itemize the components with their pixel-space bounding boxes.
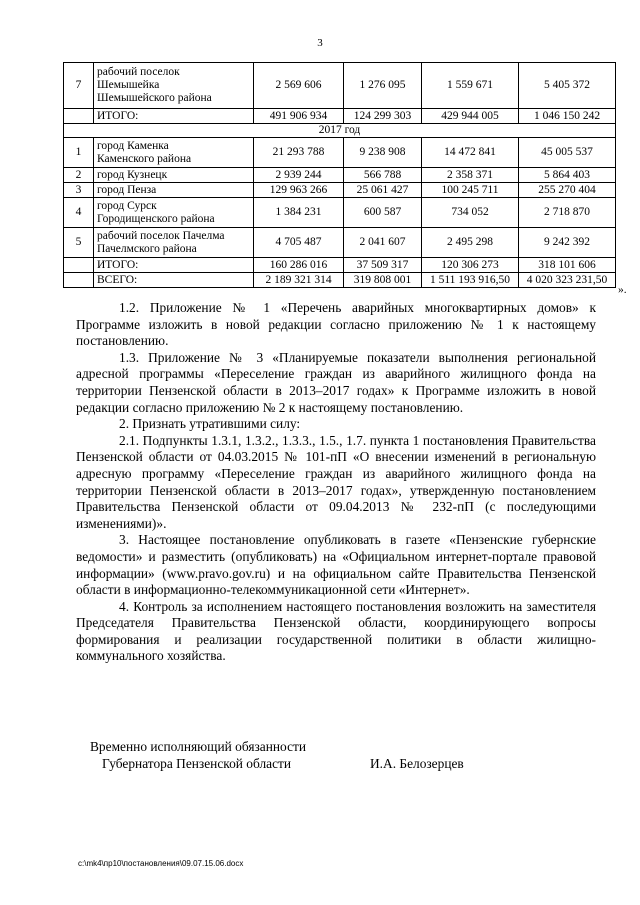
value-cell: 1 511 193 916,50 [422, 273, 519, 288]
municipality-name [94, 198, 254, 228]
name-line: Городищенского района [97, 212, 215, 225]
municipality-name: город Пенза [94, 183, 254, 198]
value-cell: 318 101 606 [519, 258, 616, 273]
name-line: Шемышейского района [97, 92, 212, 104]
table-row [64, 273, 616, 288]
municipality-name: ИТОГО: [94, 258, 254, 273]
row-number: 7 [64, 63, 94, 109]
table-row [64, 109, 616, 124]
signatory-name: И.А. Белозерцев [370, 756, 464, 771]
municipality-name: ВСЕГО: [94, 273, 254, 288]
row-number: 2 [64, 168, 94, 183]
value-cell: 2 569 606 [254, 63, 344, 109]
table-row [64, 183, 616, 198]
table-row [64, 258, 616, 273]
row-number: 5 [64, 228, 94, 258]
paragraph: 2.1. Подпункты 1.3.1, 1.3.2., 1.3.3., 1.5., 1.7. пункта 1 постановления Правительства Пензенской области от 04.03.2015 № 101-пП «О внесении изменений в региональную адресную программу «Переселение граждан из аварийного жилищного фонда на территории Пензенской области в 2013–2017 годах», утвержденную постановлением Правительства Пензенской области от 09.04.2013 № 232-пП (с последующими изменениями)». [76, 432, 596, 531]
row-number [64, 258, 94, 273]
name-line: Шемышейка [97, 79, 160, 91]
name-line: Пачелмского района [97, 242, 197, 255]
value-cell: 319 808 001 [344, 273, 422, 288]
value-cell: 120 306 273 [422, 258, 519, 273]
value-cell: 1 046 150 242 [519, 109, 616, 124]
paragraph: 4. Контроль за исполнением настоящего постановления возложить на заместителя Председателя Правительства Пензенской области, координирующего вопросы формирования и реализации государственной политики в области жилищно-коммунального хозяйства. [76, 598, 596, 664]
document-body [76, 300, 596, 665]
file-path-footer: c:\mk4\пр10\постановления\09.07.15.06.docx [78, 859, 244, 868]
year-label: 2017 год [64, 124, 616, 138]
row-number: 4 [64, 198, 94, 228]
municipality-name [94, 138, 254, 168]
signatory-title-line2: Губернатора Пензенской области [102, 756, 292, 771]
paragraph: 1.2. Приложение № 1 «Перечень аварийных многоквартирных домов» к Программе изложить в новой редакции согласно приложению № 1 к настоящему постановлению. [76, 300, 596, 349]
row-number [64, 109, 94, 124]
row-number: 3 [64, 183, 94, 198]
value-cell: 21 293 788 [254, 138, 344, 168]
value-cell: 2 041 607 [344, 228, 422, 258]
table-row [64, 138, 616, 168]
value-cell: 4 705 487 [254, 228, 344, 258]
name-line: рабочий поселок [97, 66, 180, 78]
municipality-name [94, 63, 254, 109]
value-cell: 255 270 404 [519, 183, 616, 198]
municipality-name: ИТОГО: [94, 109, 254, 124]
name-line: город Сурск [97, 199, 157, 212]
value-cell: 2 939 244 [254, 168, 344, 183]
value-cell: 9 242 392 [519, 228, 616, 258]
value-cell: 491 906 934 [254, 109, 344, 124]
value-cell: 5 864 403 [519, 168, 616, 183]
value-cell: 429 944 005 [422, 109, 519, 124]
value-cell: 734 052 [422, 198, 519, 228]
value-cell: 1 384 231 [254, 198, 344, 228]
funding-table [63, 62, 616, 288]
value-cell: 2 189 321 314 [254, 273, 344, 288]
value-cell: 45 005 537 [519, 138, 616, 168]
year-row [64, 124, 616, 138]
name-line: город Каменка [97, 139, 169, 152]
table-row [64, 168, 616, 183]
value-cell: 1 276 095 [344, 63, 422, 109]
row-number: 1 [64, 138, 94, 168]
name-line: Каменского района [97, 152, 192, 165]
value-cell: 4 020 323 231,50 [519, 273, 616, 288]
paragraph: 2. Признать утратившими силу: [119, 416, 301, 432]
value-cell: 2 358 371 [422, 168, 519, 183]
municipality-name: город Кузнецк [94, 168, 254, 183]
value-cell: 9 238 908 [344, 138, 422, 168]
table-row [64, 63, 616, 109]
table-row [64, 228, 616, 258]
value-cell: 129 963 266 [254, 183, 344, 198]
table-row [64, 198, 616, 228]
value-cell: 1 559 671 [422, 63, 519, 109]
value-cell: 566 788 [344, 168, 422, 183]
closing-quote: ». [618, 284, 627, 296]
value-cell: 37 509 317 [344, 258, 422, 273]
value-cell: 160 286 016 [254, 258, 344, 273]
paragraph: 1.3. Приложение № 3 «Планируемые показатели выполнения региональной адресной программы «Переселение граждан из аварийного жилищного фонда на территории Пензенской области в 2013–2017 годах» к Программе изложить в новой редакции согласно приложению № 2 к настоящему постановлению. [76, 349, 596, 415]
value-cell: 600 587 [344, 198, 422, 228]
signatory-title-line1: Временно исполняющий обязанности [90, 739, 307, 754]
row-number [64, 273, 94, 288]
value-cell: 124 299 303 [344, 109, 422, 124]
page-number: 3 [317, 37, 323, 49]
value-cell: 14 472 841 [422, 138, 519, 168]
paragraph: 3. Настоящее постановление опубликовать в газете «Пензенские губернские ведомости» и разместить (опубликовать) на «Официальном интернет-портале правовой информации» (www.pravo.gov.ru) и на официальном сайте Правительства Пензенской области в информационно-телекоммуникационной сети «Интернет». [76, 532, 596, 598]
value-cell: 25 061 427 [344, 183, 422, 198]
value-cell: 100 245 711 [422, 183, 519, 198]
value-cell: 2 718 870 [519, 198, 616, 228]
name-line: рабочий поселок Пачелма [97, 229, 225, 242]
municipality-name [94, 228, 254, 258]
value-cell: 5 405 372 [519, 63, 616, 109]
value-cell: 2 495 298 [422, 228, 519, 258]
